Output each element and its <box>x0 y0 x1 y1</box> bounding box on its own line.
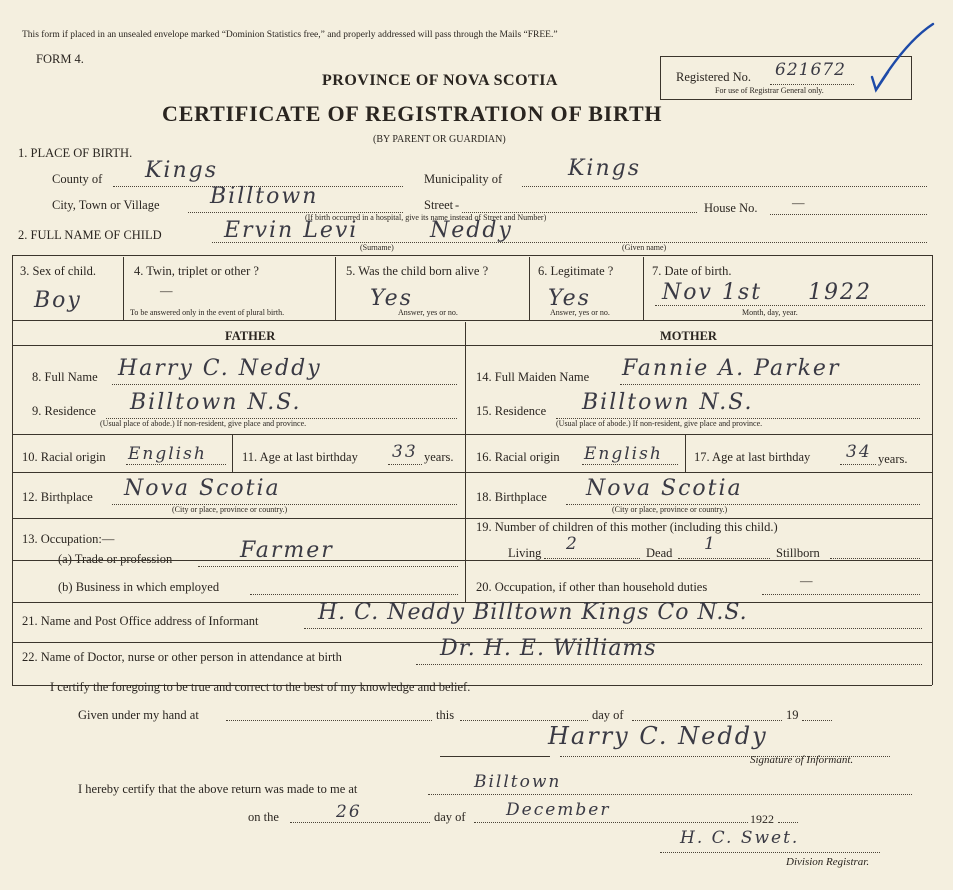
children-count-label: 19. Number of children of this mother (including this child.) <box>476 520 778 534</box>
registered-note: For use of Registrar General only. <box>715 86 824 95</box>
page-title: CERTIFICATE OF REGISTRATION OF BIRTH <box>162 101 663 126</box>
child-given-name: Ervin Levi <box>224 218 359 243</box>
legitimate-label: 6. Legitimate ? <box>538 264 614 278</box>
father-residence-note: (Usual place of abode.) If non-resident, give place and province. <box>100 419 307 428</box>
doctor-value: Dr. H. E. Williams <box>440 636 657 661</box>
legitimate-value: Yes <box>548 286 591 311</box>
certify-text: I certify the foregoing to be true and correct to the best of my knowledge and belief. <box>50 680 471 694</box>
sex-value: Boy <box>34 288 82 313</box>
registrar-signature: H. C. Swet. <box>680 828 800 848</box>
stillborn-label: Stillborn <box>776 546 820 560</box>
hospital-note: (If birth occurred in a hospital, give its name instead of Street and Number) <box>305 213 547 222</box>
twin-note: To be answered only in the event of plural birth. <box>130 308 285 317</box>
living-value: 2 <box>566 534 579 554</box>
mother-birthplace-label: 18. Birthplace <box>476 490 547 504</box>
informant-signature: Harry C. Neddy <box>548 722 768 750</box>
registered-number: 621672 <box>775 60 846 80</box>
twin-value: — <box>160 284 173 298</box>
date-of-birth-label: 7. Date of birth. <box>652 264 732 278</box>
sex-label: 3. Sex of child. <box>20 264 97 278</box>
living-label: Living <box>508 546 542 560</box>
subtitle: (BY PARENT OR GUARDIAN) <box>373 134 506 145</box>
mother-age-label: 17. Age at last birthday <box>694 450 811 464</box>
mother-heading: MOTHER <box>660 329 717 343</box>
mother-residence-value: Billtown N.S. <box>582 390 754 415</box>
mother-occupation-value: — <box>800 574 813 588</box>
registrar-place: Billtown <box>474 772 562 792</box>
registrar-day-of-label: day of <box>434 810 466 824</box>
registrar-year: 1922 <box>750 812 774 826</box>
child-name-label: 2. FULL NAME OF CHILD <box>18 228 162 242</box>
mother-residence-note: (Usual place of abode.) If non-resident, give place and province. <box>556 419 763 428</box>
municipality-value: Kings <box>568 156 642 181</box>
this-label: this <box>436 708 455 722</box>
registrar-text: I hereby certify that the above return was made to me at <box>78 782 358 796</box>
mother-birthplace-value: Nova Scotia <box>586 476 743 501</box>
mother-racial-label: 16. Racial origin <box>476 450 560 464</box>
county-label: County of <box>52 172 103 186</box>
registrar-day: 26 <box>336 802 362 822</box>
mother-racial-value: English <box>584 444 663 464</box>
form-number: FORM 4. <box>36 52 84 66</box>
date-of-birth-monthday: Nov 1st <box>662 280 763 305</box>
surname-note: (Surname) <box>360 243 394 252</box>
mother-name-label: 14. Full Maiden Name <box>476 370 590 384</box>
mother-occupation-label: 20. Occupation, if other than household duties <box>476 580 708 594</box>
father-name-label: 8. Full Name <box>32 370 98 384</box>
doctor-label: 22. Name of Doctor, nurse or other person in attendance at birth <box>22 650 342 664</box>
informant-value: H. C. Neddy Billtown Kings Co N.S. <box>318 600 748 625</box>
registrar-month: December <box>506 800 611 820</box>
house-value: — <box>792 196 805 210</box>
mother-name-value: Fannie A. Parker <box>622 356 841 381</box>
date-of-birth-year: 1922 <box>808 280 872 305</box>
father-name-value: Harry C. Neddy <box>118 356 322 381</box>
registrar-signature-label: Division Registrar. <box>786 856 870 868</box>
father-racial-value: English <box>128 444 207 464</box>
mother-years-label: years. <box>878 452 908 466</box>
mother-birthplace-note: (City or place, province or country.) <box>612 505 728 514</box>
registered-label: Registered No. <box>676 70 751 84</box>
father-racial-label: 10. Racial origin <box>22 450 106 464</box>
year-prefix-label: 19 <box>786 708 799 722</box>
given-note: (Given name) <box>622 243 667 252</box>
father-age-value: 33 <box>392 442 418 462</box>
dead-label: Dead <box>646 546 673 560</box>
informant-label: 21. Name and Post Office address of Informant <box>22 614 259 628</box>
business-label: (b) Business in which employed <box>58 580 220 594</box>
father-birthplace-label: 12. Birthplace <box>22 490 93 504</box>
father-occupation-label: 13. Occupation:— <box>22 532 115 546</box>
mother-residence-label: 15. Residence <box>476 404 547 418</box>
alive-label: 5. Was the child born alive ? <box>346 264 489 278</box>
father-years-label: years. <box>424 450 454 464</box>
county-value: Kings <box>145 158 219 183</box>
father-residence-label: 9. Residence <box>32 404 96 418</box>
municipality-label: Municipality of <box>424 172 503 186</box>
place-of-birth-heading: 1. PLACE OF BIRTH. <box>18 146 133 160</box>
on-the-label: on the <box>248 810 279 824</box>
city-value: Billtown <box>210 184 319 209</box>
father-residence-value: Billtown N.S. <box>130 390 302 415</box>
postal-notice: This form if placed in an unsealed envelope marked “Dominion Statistics free,” and properly addressed will pass through the Mails “FREE.” <box>22 30 558 40</box>
city-label: City, Town or Village <box>52 198 160 212</box>
father-heading: FATHER <box>225 329 276 343</box>
mother-age-value: 34 <box>846 442 872 462</box>
informant-signature-label: Signature of Informant. <box>750 754 854 766</box>
date-note: Month, day, year. <box>742 308 798 317</box>
house-label: House No. <box>704 201 758 215</box>
father-birthplace-value: Nova Scotia <box>124 476 281 501</box>
child-surname: Neddy <box>430 218 513 243</box>
father-age-label: 11. Age at last birthday <box>242 450 358 464</box>
trade-label: (a) Trade or profession <box>58 552 173 566</box>
province-heading: PROVINCE OF NOVA SCOTIA <box>322 72 558 89</box>
twin-label: 4. Twin, triplet or other ? <box>134 264 259 278</box>
given-at-label: Given under my hand at <box>78 708 199 722</box>
legitimate-note: Answer, yes or no. <box>550 308 610 317</box>
checkmark-icon <box>858 22 938 94</box>
day-of-label: day of <box>592 708 624 722</box>
trade-value: Farmer <box>240 538 334 563</box>
alive-value: Yes <box>370 286 413 311</box>
dead-value: 1 <box>704 534 717 554</box>
street-label: Street <box>424 198 454 212</box>
alive-note: Answer, yes or no. <box>398 308 458 317</box>
street-value: - <box>455 198 460 212</box>
father-birthplace-note: (City or place, province or country.) <box>172 505 288 514</box>
